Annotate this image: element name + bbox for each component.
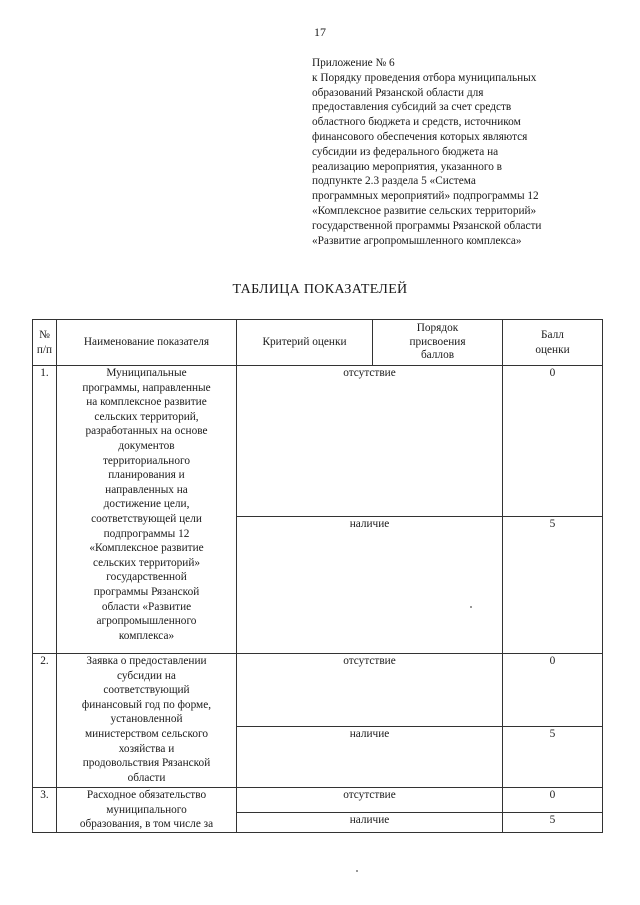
score-value: 5 — [503, 813, 603, 833]
header-order — [373, 320, 503, 366]
appendix-line: Приложение № 6 — [312, 57, 395, 69]
header-num-line: № — [39, 328, 50, 341]
row-number: 2. — [33, 654, 57, 788]
indicator-name-line: сельских территорий, — [94, 410, 199, 423]
indicator-name-line: продовольствия Рязанской — [82, 757, 211, 770]
indicator-name-line: «Комплексное развитие — [89, 542, 204, 555]
criterion-present: наличие — [237, 517, 503, 654]
indicator-name-line: подпрограммы 12 — [103, 527, 190, 540]
indicator-name — [57, 366, 237, 654]
criterion-absent: отсутствие — [237, 788, 503, 813]
header-name: Наименование показателя — [57, 320, 237, 366]
indicator-name-line: документов — [118, 439, 175, 452]
criterion-absent: отсутствие — [237, 366, 503, 517]
indicator-name-line: планирования и — [108, 469, 185, 482]
header-order-line: Порядок — [416, 322, 459, 335]
score-value: 0 — [503, 788, 603, 813]
appendix-line: государственной программы Рязанской области — [312, 219, 542, 232]
criterion-absent: отсутствие — [237, 654, 503, 727]
indicator-name-line: субсидии на — [117, 669, 176, 682]
scan-speck — [356, 870, 358, 872]
table-title: ТАБЛИЦА ПОКАЗАТЕЛЕЙ — [232, 282, 408, 297]
indicator-name-line: программы, направленные — [82, 381, 211, 394]
appendix-line: «Развитие агропромышленного комплекса» — [312, 234, 522, 247]
indicator-name-line: хозяйства и — [118, 742, 175, 755]
header-score — [503, 320, 603, 366]
appendix-line: к Порядку проведения отбора муниципальных — [312, 71, 537, 84]
header-order-line: баллов — [420, 349, 455, 362]
indicator-name-line: соответствующей цели — [91, 512, 202, 525]
table-row — [33, 788, 603, 813]
indicator-name-line: установленной — [110, 713, 183, 726]
indicator-name-line: муниципального — [106, 803, 187, 816]
indicator-name-line: соответствующий — [103, 684, 190, 697]
indicator-name-line: образования, в том числе за — [79, 818, 214, 831]
appendix-line: субсидии из федерального бюджета на — [312, 145, 499, 158]
appendix-line: финансового обеспечения которых являются — [312, 130, 528, 143]
indicator-name-line: Муниципальные — [106, 367, 187, 379]
table-header-row — [33, 320, 603, 366]
row-number: 1. — [33, 366, 57, 654]
appendix-line: областного бюджета и средств, источником — [312, 116, 521, 129]
criterion-present: наличие — [237, 813, 503, 833]
indicator-name-line: Заявка о предоставлении — [86, 655, 207, 667]
appendix-line: программных мероприятий» подпрограммы 12 — [312, 190, 539, 203]
row-number: 3. — [33, 788, 57, 833]
criterion-present: наличие — [237, 727, 503, 788]
appendix-note — [312, 56, 612, 248]
indicator-name-line: министерством сельского — [84, 727, 209, 740]
indicator-name-line: разработанных на основе — [85, 425, 208, 438]
header-num — [33, 320, 57, 366]
indicator-name-line: области — [127, 771, 166, 784]
indicator-name-line: области «Развитие — [101, 600, 192, 613]
appendix-line: «Комплексное развитие сельских территорий» — [312, 204, 537, 217]
score-value: 5 — [503, 727, 603, 788]
appendix-line: подпункте 2.3 раздела 5 «Система — [312, 175, 476, 188]
indicator-name-line: территориального — [102, 454, 191, 467]
header-criterion: Критерий оценки — [237, 320, 373, 366]
indicator-name-line: финансовый год по форме, — [81, 698, 212, 711]
indicator-name-line: комплекса» — [118, 629, 175, 642]
scan-speck — [470, 606, 472, 608]
header-order-line: присвоения — [409, 335, 466, 348]
indicator-name-line: сельских территорий» — [92, 556, 201, 569]
appendix-line: реализацию мероприятия, указанного в — [312, 160, 503, 173]
indicator-name-line: достижение цели, — [103, 498, 190, 511]
indicator-name-line: на комплексное развитие — [86, 396, 207, 409]
indicator-name-line: Расходное обязательство — [86, 789, 207, 801]
score-value: 0 — [503, 366, 603, 517]
header-score-line: Балл — [541, 328, 564, 341]
table-row — [33, 654, 603, 727]
indicator-name-line: государственной — [106, 571, 187, 584]
appendix-line: образований Рязанской области для — [312, 86, 484, 99]
indicator-name — [57, 654, 237, 788]
score-value: 0 — [503, 654, 603, 727]
indicator-name-line: программы Рязанской — [93, 585, 200, 598]
header-score-line: оценки — [535, 343, 570, 356]
header-num-line: п/п — [36, 343, 53, 356]
page-number: 17 — [314, 25, 326, 39]
indicator-name — [57, 788, 237, 833]
score-value: 5 — [503, 517, 603, 654]
appendix-line: предоставления субсидий за счет средств — [312, 101, 512, 114]
indicators-table — [32, 319, 603, 833]
indicator-name-line: агропромышленного — [96, 615, 197, 628]
indicator-name-line: направленных на — [105, 483, 188, 496]
table-row — [33, 366, 603, 517]
